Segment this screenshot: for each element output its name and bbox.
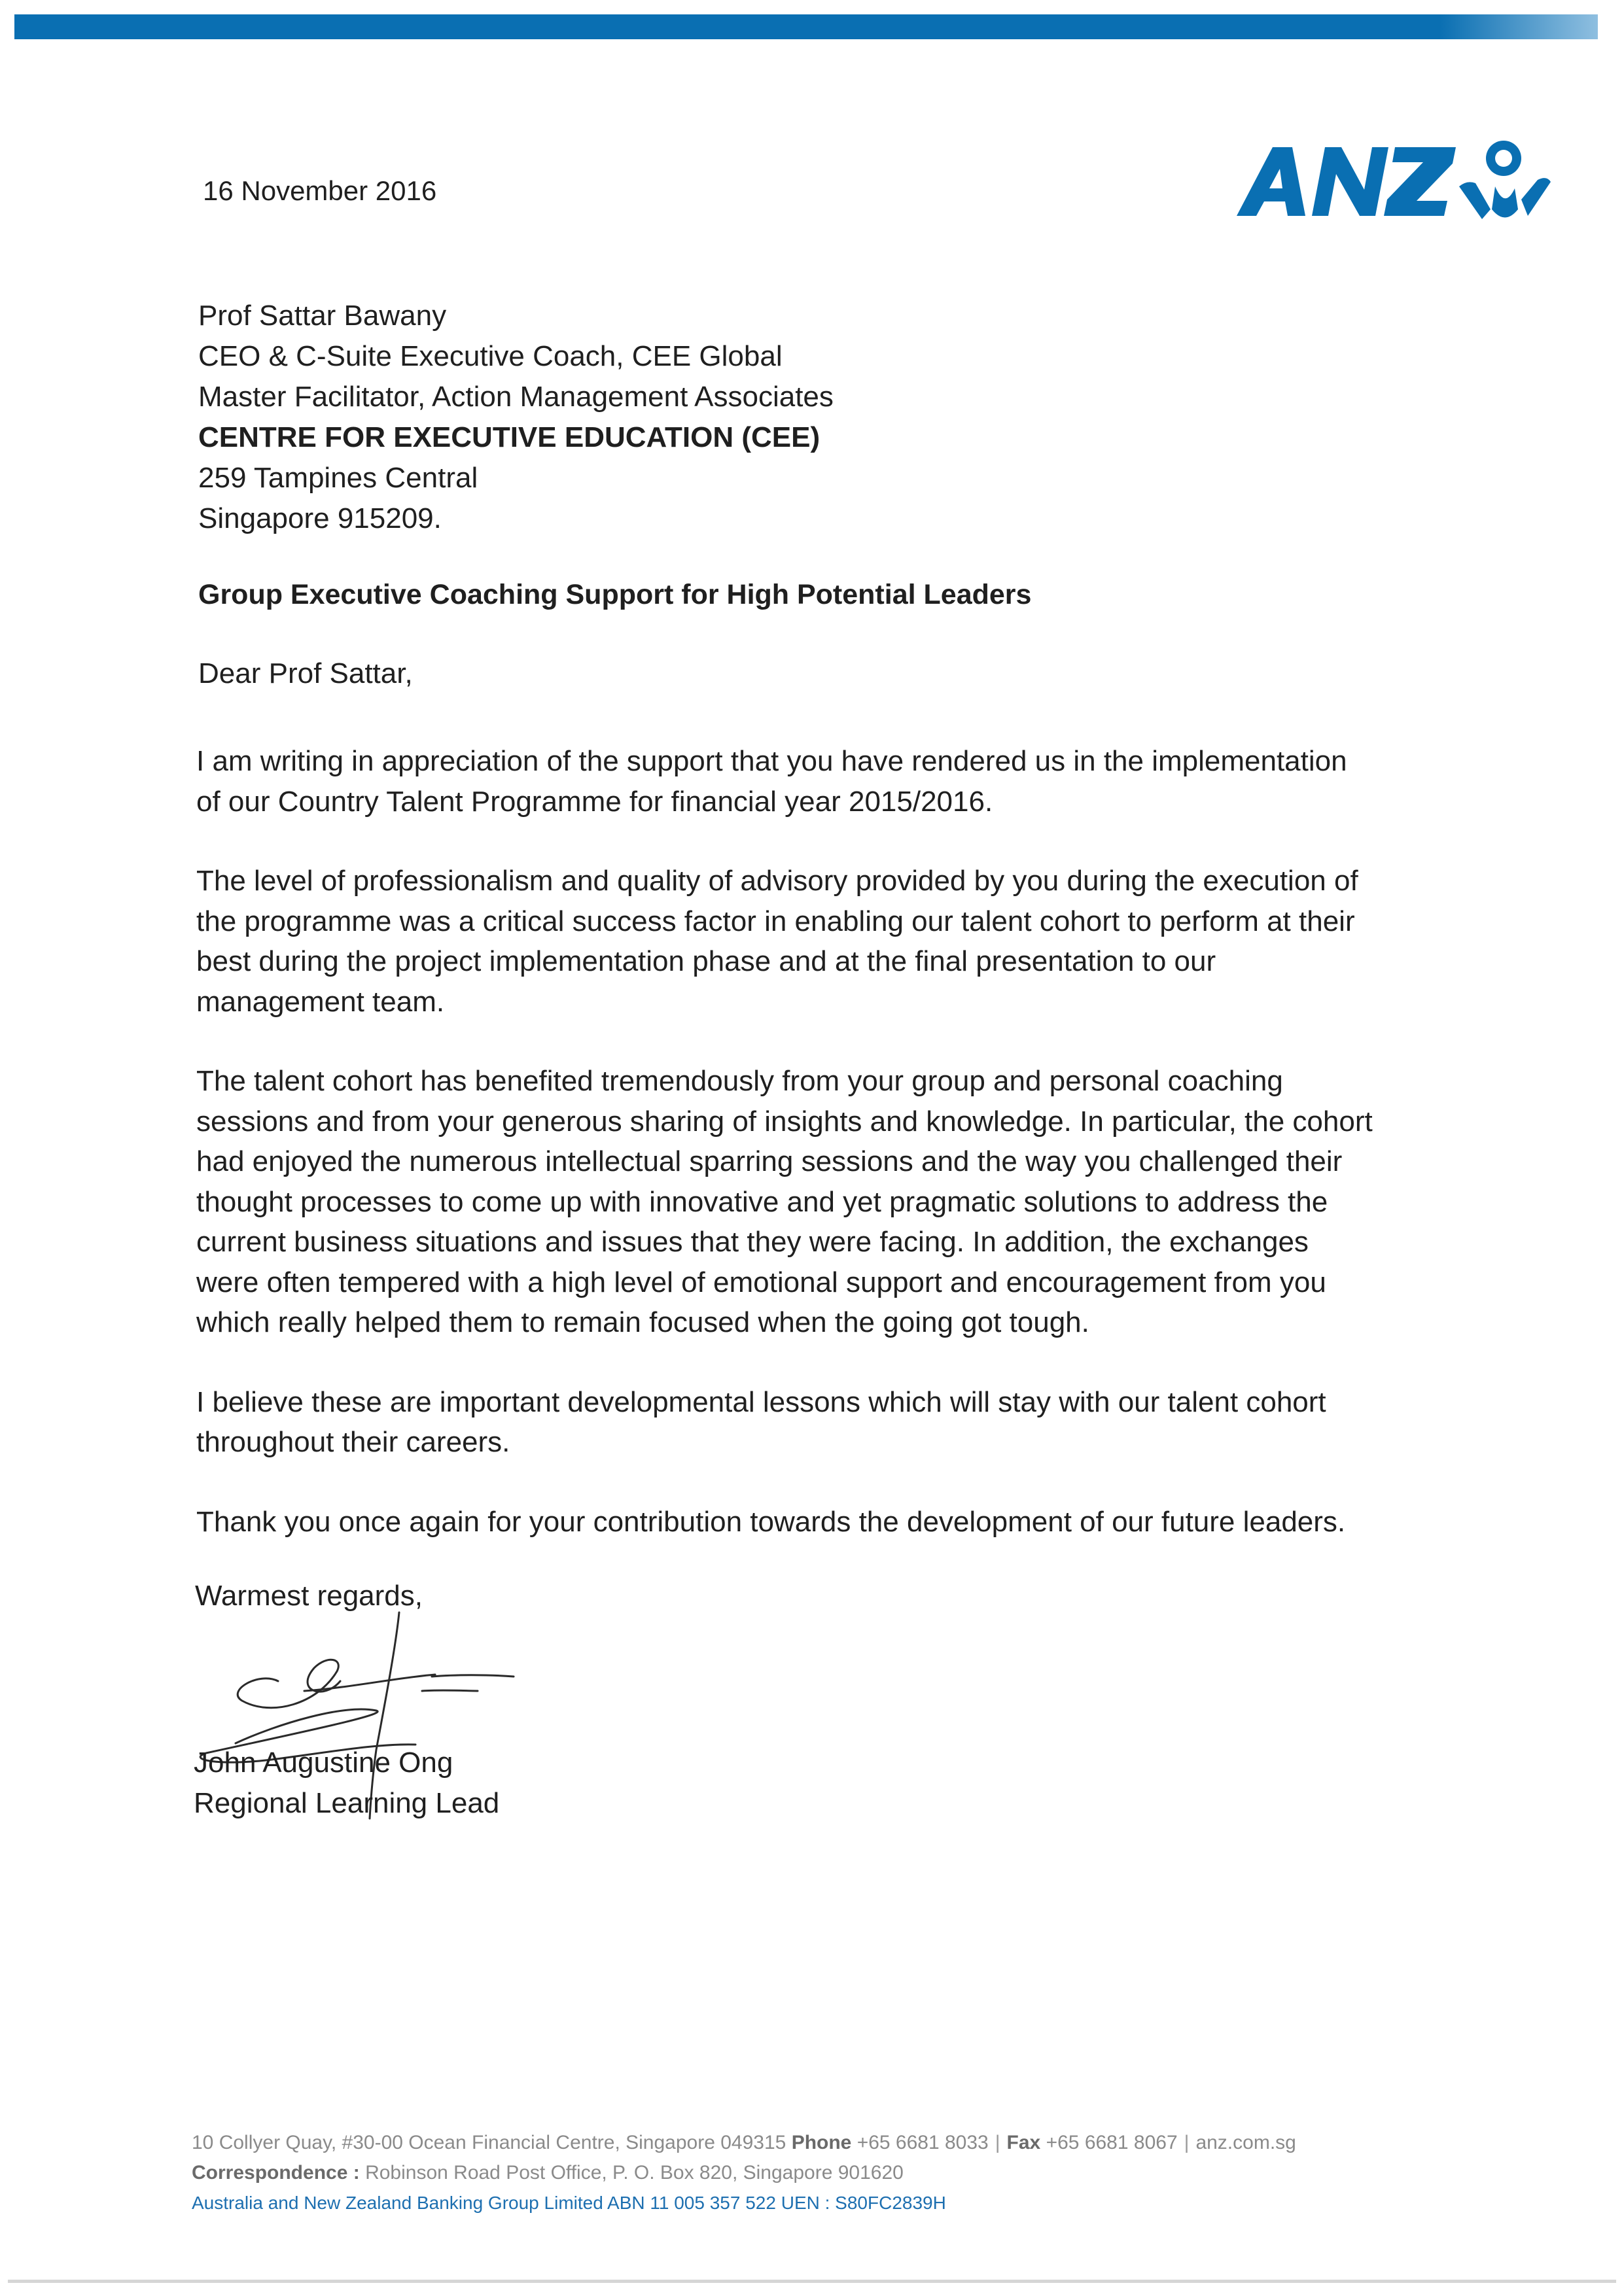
text-line: best during the project implementation phase and at the final presentation to our xyxy=(196,945,1216,977)
letter-subject: Group Executive Coaching Support for High Potential Leaders xyxy=(198,579,1032,610)
text-line: throughout their careers. xyxy=(196,1426,510,1458)
letterhead-footer xyxy=(192,2128,1296,2218)
recipient-name: Prof Sattar Bawany xyxy=(198,300,447,332)
footer-fax-label: Fax xyxy=(1006,2132,1041,2153)
text-line: The level of professionalism and quality of advisory provided by you during the execution of xyxy=(196,865,1358,897)
footer-address: 10 Collyer Quay, #30-00 Ocean Financial Centre, Singapore 049315 xyxy=(192,2132,786,2153)
text-line: Thank you once again for your contribution towards the development of our future leaders. xyxy=(196,1505,1346,1538)
text-line: The talent cohort has benefited tremendously from your group and personal coaching xyxy=(196,1065,1283,1097)
text-line: current business situations and issues that they were facing. In addition, the exchanges xyxy=(196,1226,1309,1258)
text-line: management team. xyxy=(196,985,445,1018)
recipient-title: Master Facilitator, Action Management Associates xyxy=(198,381,834,413)
text-line: I am writing in appreciation of the support that you have rendered us in the implementation xyxy=(196,745,1347,777)
separator: | xyxy=(1184,2132,1190,2153)
paragraph xyxy=(196,1502,1439,1542)
recipient-street: 259 Tampines Central xyxy=(198,462,478,494)
footer-correspondence: Robinson Road Post Office, P. O. Box 820, Singapore 901620 xyxy=(365,2162,904,2183)
recipient-city: Singapore 915209. xyxy=(198,502,442,534)
text-line: were often tempered with a high level of emotional support and encouragement from you xyxy=(196,1266,1326,1298)
paragraph xyxy=(196,1382,1439,1463)
letter-body xyxy=(196,741,1439,1581)
footer-legal: Australia and New Zealand Banking Group Limited ABN 11 005 357 522 UEN : S80FC2839H xyxy=(192,2193,946,2213)
anz-logo-mark xyxy=(1237,141,1551,219)
text-line: which really helped them to remain focused when the going got tough. xyxy=(196,1306,1089,1338)
signer-name: John Augustine Ong xyxy=(194,1747,453,1779)
signer-title: Regional Learning Lead xyxy=(194,1787,500,1819)
closing: Warmest regards, xyxy=(195,1580,423,1612)
letterhead-top-bar xyxy=(14,14,1598,39)
signer-block xyxy=(194,1743,499,1824)
recipient-organization: CENTRE FOR EXECUTIVE EDUCATION (CEE) xyxy=(198,421,821,453)
footer-correspondence-line xyxy=(192,2158,1296,2188)
paragraph xyxy=(196,861,1439,1022)
footer-correspondence-label: Correspondence : xyxy=(192,2162,360,2183)
text-line: thought processes to come up with innovative and yet pragmatic solutions to address the xyxy=(196,1185,1328,1218)
paragraph xyxy=(196,1061,1439,1343)
footer-contact-line xyxy=(192,2128,1296,2158)
page-bottom-rule xyxy=(8,2280,1616,2283)
letter-date: 16 November 2016 xyxy=(203,175,437,206)
footer-website: anz.com.sg xyxy=(1195,2132,1296,2153)
text-line: sessions and from your generous sharing of insights and knowledge. In particular, the cohort xyxy=(196,1105,1373,1138)
separator: | xyxy=(995,2132,1000,2153)
salutation: Dear Prof Sattar, xyxy=(198,657,413,689)
recipient-title: CEO & C-Suite Executive Coach, CEE Global xyxy=(198,340,783,372)
paragraph xyxy=(196,741,1439,822)
text-line: had enjoyed the numerous intellectual sparring sessions and the way you challenged their xyxy=(196,1145,1343,1177)
text-line: of our Country Talent Programme for financial year 2015/2016. xyxy=(196,785,993,818)
footer-fax: +65 6681 8067 xyxy=(1046,2132,1178,2153)
anz-logo xyxy=(1230,118,1557,229)
recipient-address xyxy=(198,296,834,539)
text-line: the programme was a critical success factor in enabling our talent cohort to perform at their xyxy=(196,905,1355,937)
text-line: I believe these are important developmental lessons which will stay with our talent cohort xyxy=(196,1385,1326,1418)
footer-phone-label: Phone xyxy=(791,2132,852,2153)
footer-phone: +65 6681 8033 xyxy=(856,2132,989,2153)
